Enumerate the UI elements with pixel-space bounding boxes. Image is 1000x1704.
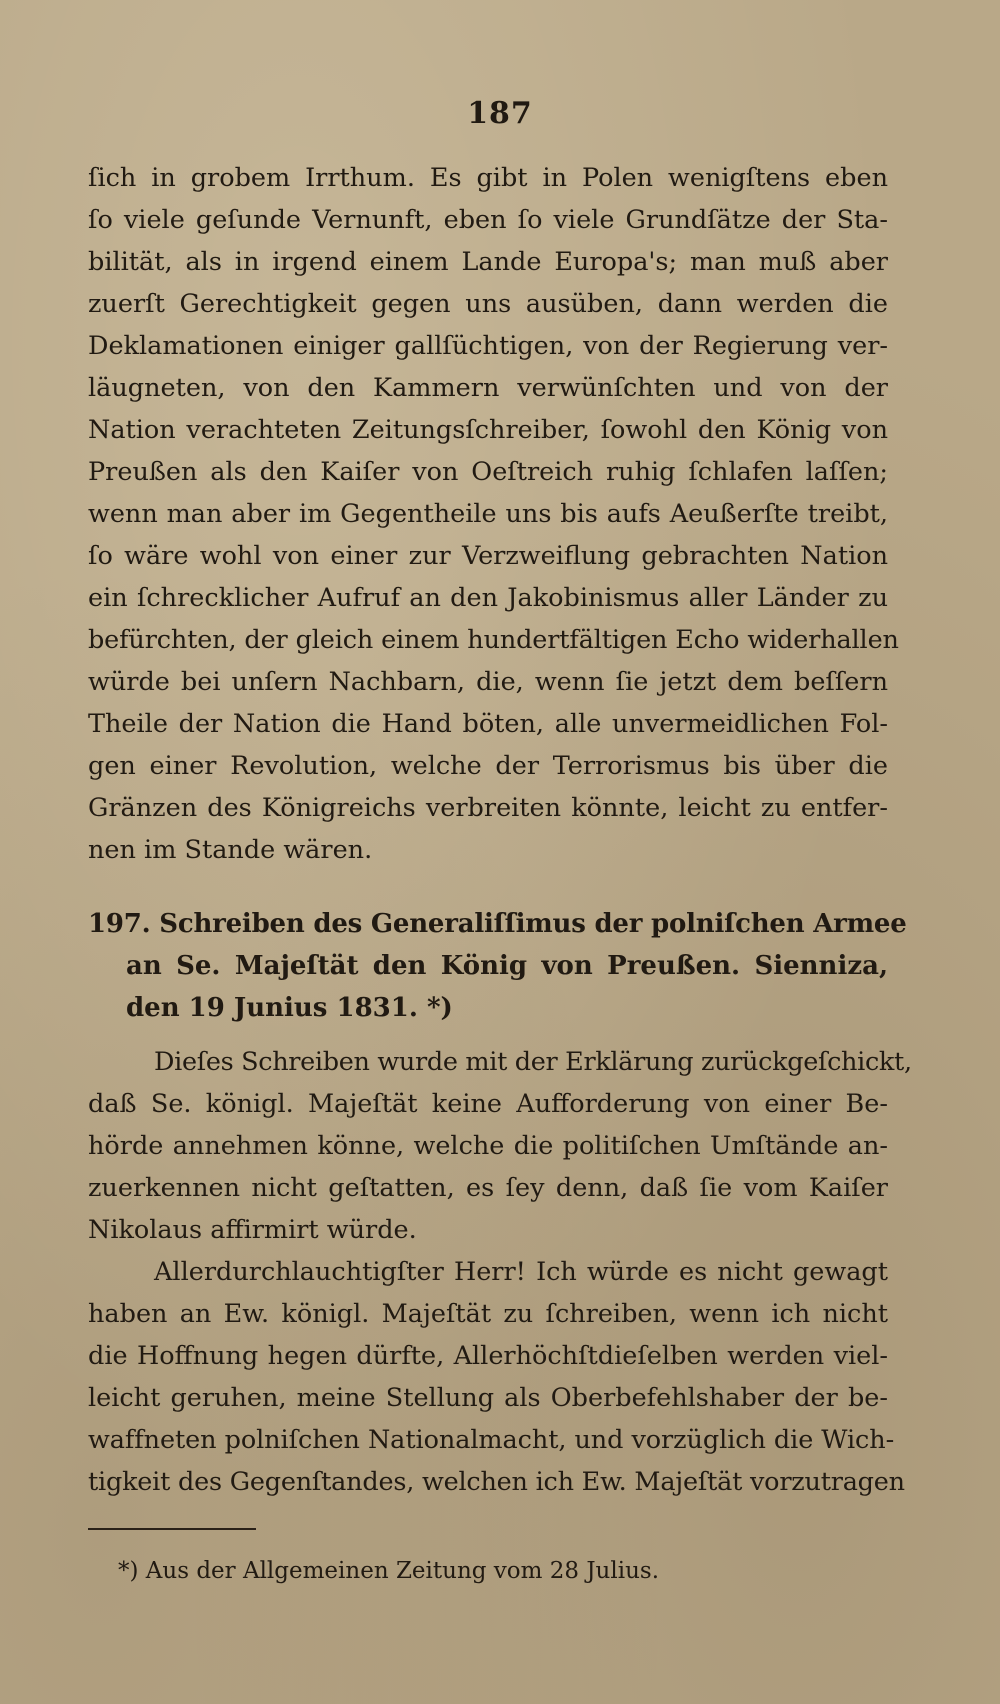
footnote-divider [88,1528,256,1530]
body-line: daß Se. königl. Majeſtät keine Aufforderung von einer Be- [88,1089,888,1119]
body-line: würde bei unſern Nachbarn, die, wenn ſie jetzt dem beſſern [88,667,888,697]
body-line: Nikolaus affirmirt würde. [88,1215,417,1245]
body-line: wenn man aber im Gegentheile uns bis aufs Aeußerſte treibt, [88,499,888,529]
entry-heading-line: den 19 Junius 1831. *) [126,993,453,1023]
body-line: bilität, als in irgend einem Lande Europa's; man muß aber [88,247,888,277]
body-line: Allerdurchlauchtigſter Herr! Ich würde es nicht gewagt [154,1257,888,1287]
body-line: Nation verachteten Zeitungsſchreiber, ſowohl den König von [88,415,888,445]
body-line: Preußen als den Kaiſer von Oeſtreich ruhig ſchlafen laſſen; [88,457,888,487]
body-line: zuerſt Gerechtigkeit gegen uns ausüben, dann werden die [88,289,888,319]
body-line: befürchten, der gleich einem hundertfältigen Echo widerhallen [88,625,899,655]
body-line: ein ſchrecklicher Aufruf an den Jakobinismus aller Länder zu [88,583,888,613]
body-line: nen im Stande wären. [88,835,373,865]
body-line: die Hoffnung hegen dürfte, Allerhöchſtdieſelben werden viel- [88,1341,888,1371]
body-line: Gränzen des Königreichs verbreiten könnte, leicht zu entfer- [88,793,888,823]
body-line: ſo wäre wohl von einer zur Verzweiflung gebrachten Nation [88,541,888,571]
body-line: läugneten, von den Kammern verwünſchten und von der [88,373,888,403]
body-line: waffneten polniſchen Nationalmacht, und vorzüglich die Wich- [88,1425,895,1455]
body-line: ſich in grobem Irrthum. Es gibt in Polen wenigſtens eben [88,163,888,193]
body-line: ſo viele geſunde Vernunft, eben ſo viele Grundſätze der Sta- [88,205,888,235]
entry-heading-line: 197. Schreiben des Generaliſſimus der polniſchen Armee [88,909,907,939]
body-line: hörde annehmen könne, welche die politiſchen Umſtände an- [88,1131,888,1161]
footnote: *) Aus der Allgemeinen Zeitung vom 28 Julius. [118,1558,660,1584]
entry-heading-line: an Se. Majeſtät den König von Preußen. Sienniza, [126,951,888,981]
body-line: Theile der Nation die Hand böten, alle unvermeidlichen Fol- [88,709,888,739]
body-line: leicht geruhen, meine Stellung als Oberbefehlshaber der be- [88,1383,888,1413]
body-line: tigkeit des Gegenſtandes, welchen ich Ew. Majeſtät vorzutragen [88,1467,905,1497]
body-line: zuerkennen nicht geſtatten, es ſey denn, daß ſie vom Kaiſer [88,1173,888,1203]
body-line: Dieſes Schreiben wurde mit der Erklärung zurückgeſchickt, [154,1047,912,1077]
body-line: Deklamationen einiger gallſüchtigen, von der Regierung ver- [88,331,888,361]
body-line: haben an Ew. königl. Majeſtät zu ſchreiben, wenn ich nicht [88,1299,888,1329]
page-number: 187 [467,96,533,131]
body-line: gen einer Revolution, welche der Terrorismus bis über die [88,751,888,781]
